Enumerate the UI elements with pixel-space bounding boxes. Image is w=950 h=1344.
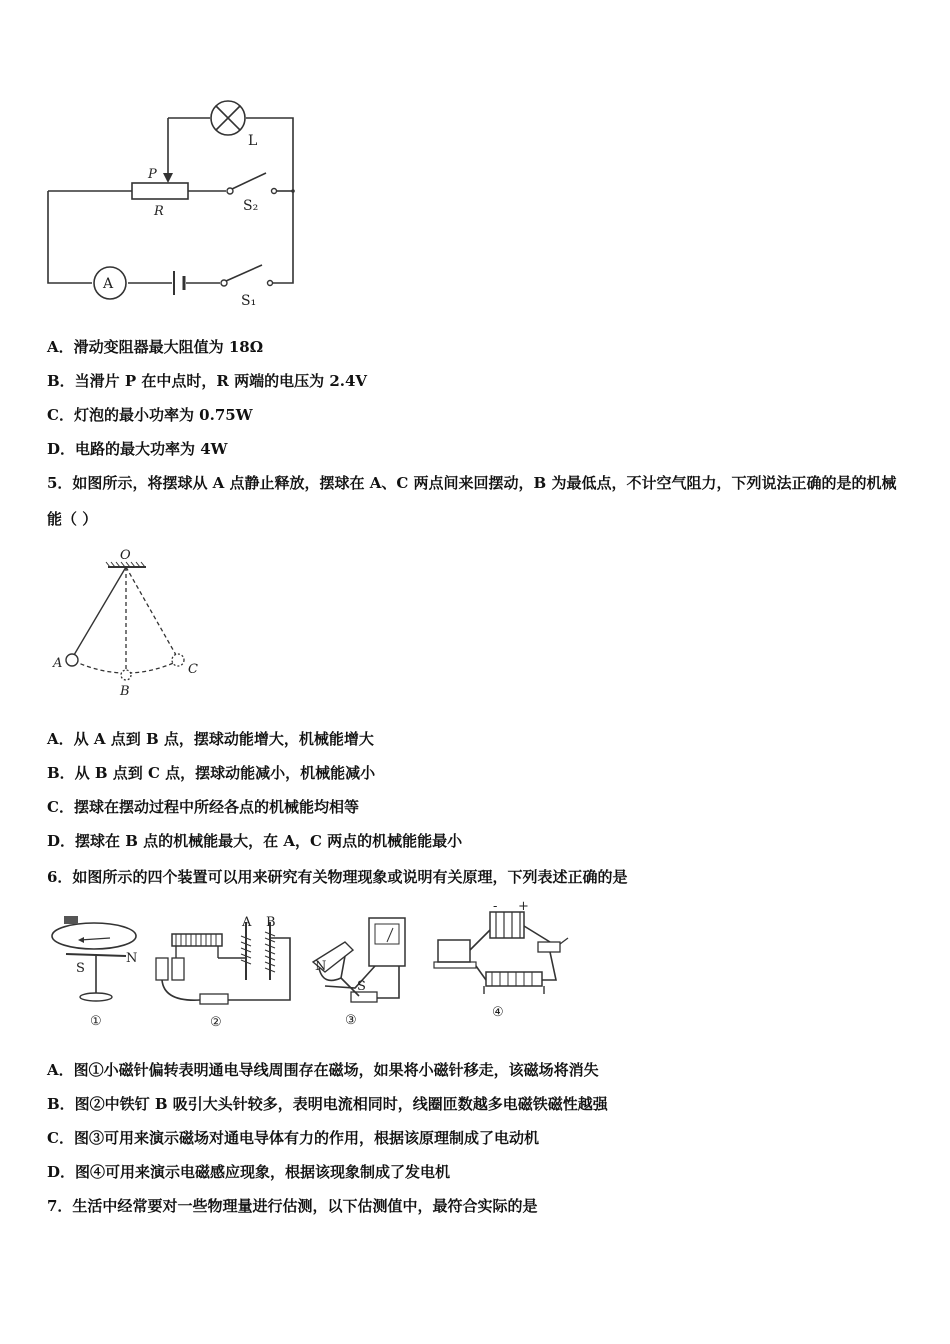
pendulum-figure	[48, 545, 208, 705]
switch1-label: S₁	[241, 293, 257, 309]
resistor-label: R	[154, 204, 164, 219]
figure-1-oersted	[48, 910, 148, 1030]
q4-option-b: B．当滑片 P 在中点时，R 两端的电压为 2.4V	[47, 372, 368, 390]
switch-s-label: S	[357, 979, 366, 994]
q4-option-d: D．电路的最大功率为 4W	[47, 440, 228, 458]
q6-option-d: D．图④可用来演示电磁感应现象，根据该现象制成了发电机	[47, 1163, 451, 1181]
magnet-n-label: N	[315, 959, 327, 974]
figure-4-caption: ④	[492, 1005, 504, 1020]
figure-2-electromagnets	[150, 915, 300, 1030]
q6-stem: 6．如图所示的四个装置可以用来研究有关物理现象或说明有关原理，下列表述正确的是	[47, 868, 628, 886]
q4-option-a: A．滑动变阻器最大阻值为 18Ω	[47, 338, 264, 356]
q5-stem: 5．如图所示，将摆球从 A 点静止释放，摆球在 A、C 两点间来回摆动，B 为最低点，不计空气阻力，下列说法正确的是的机械能（ ）	[47, 474, 897, 528]
nail-a-label: A	[242, 915, 252, 930]
pivot-label: O	[120, 548, 131, 563]
q6-option-c: C．图③可用来演示磁场对通电导体有力的作用，根据该原理制成了电动机	[47, 1129, 539, 1147]
q5-option-d: D．摆球在 B 点的机械能最大，在 A，C 两点的机械能能最小	[47, 832, 463, 850]
point-b-label: B	[120, 684, 130, 699]
q5-option-b: B．从 B 点到 C 点，摆球动能减小，机械能减小	[47, 764, 376, 782]
q5-option-c: C．摆球在摆动过程中所经各点的机械能均相等	[47, 798, 359, 816]
point-c-label: C	[188, 662, 198, 677]
needle-s-label: S	[76, 961, 85, 976]
q6-option-a: A．图①小磁针偏转表明通电导线周围存在磁场，如果将小磁针移走，该磁场将消失	[47, 1061, 599, 1079]
circuit-diagram	[40, 95, 310, 310]
q5-option-a: A．从 A 点到 B 点，摆球动能增大，机械能增大	[47, 730, 374, 748]
figure-3-magnet-meter	[305, 912, 415, 1028]
q7-stem: 7．生活中经常要对一些物理量进行估测，以下估测值中，最符合实际的是	[47, 1197, 538, 1215]
battery-plus-label: +	[518, 899, 529, 914]
figure-1-caption: ①	[90, 1014, 102, 1029]
figure-4-generator	[430, 900, 575, 1022]
point-a-label: A	[53, 656, 63, 671]
lamp-label: L	[248, 133, 258, 149]
ammeter-label: A	[103, 276, 114, 292]
figure-3-caption: ③	[345, 1013, 357, 1028]
nail-b-label: B	[266, 915, 276, 930]
figure-2-caption: ②	[210, 1015, 222, 1030]
battery-minus-label: -	[493, 899, 498, 914]
slider-label: P	[148, 167, 157, 182]
needle-n-label: N	[126, 951, 138, 966]
switch2-label: S₂	[243, 198, 259, 214]
q4-option-c: C．灯泡的最小功率为 0.75W	[47, 406, 253, 424]
q6-option-b: B．图②中铁钉 B 吸引大头针较多，表明电流相同时，线圈匝数越多电磁铁磁性越强	[47, 1095, 608, 1113]
